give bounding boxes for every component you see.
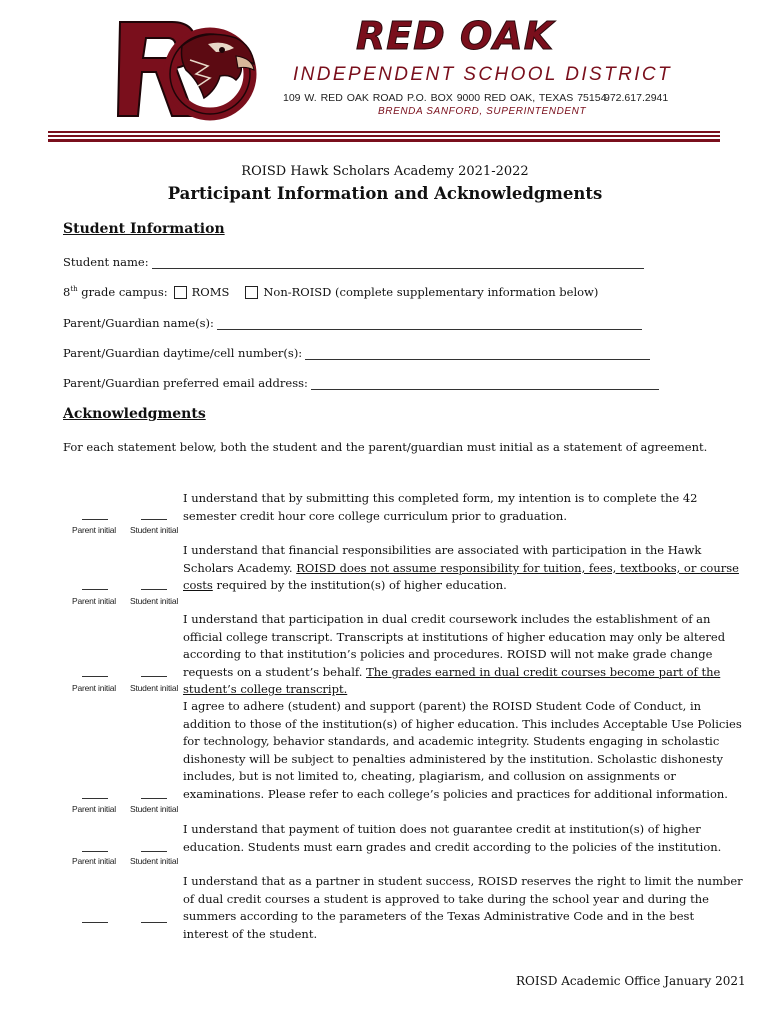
- district-name: RED OAK: [356, 14, 555, 58]
- superintendent: BRENDA SANFORD, SUPERINTENDENT: [378, 106, 587, 117]
- student-name-label: Student name:: [63, 255, 149, 269]
- guardian-name-label: Parent/Guardian name(s):: [63, 316, 214, 330]
- parent-initial-label: Parent initial: [72, 856, 116, 866]
- parent-initial-field-6[interactable]: [82, 921, 108, 923]
- student-initial-field-1[interactable]: [141, 518, 167, 520]
- header-divider: [48, 131, 720, 133]
- student-name-row: [63, 255, 644, 269]
- student-initial-label: Student initial: [130, 683, 179, 693]
- district-address: 109 W. RED OAK ROAD P.O. BOX 9000 RED OAK, TEXAS 75154: [283, 92, 607, 104]
- district-subtitle: INDEPENDENT SCHOOL DISTRICT: [293, 64, 673, 85]
- ack-statement-1: I understand that by submitting this completed form, my intention is to complete the 42 semester credit hour core college curriculum prior to graduation.: [183, 491, 698, 523]
- student-info-heading: Student Information: [63, 221, 225, 237]
- parent-initial-label: Parent initial: [72, 683, 116, 693]
- guardian-name-row: [63, 316, 642, 330]
- parent-initial-field-3[interactable]: [82, 675, 108, 677]
- guardian-phone-label: Parent/Guardian daytime/cell number(s):: [63, 346, 303, 360]
- header-divider: [48, 135, 720, 137]
- student-initial-field-4[interactable]: [141, 797, 167, 799]
- footer-note: ROISD Academic Office January 2021: [516, 974, 746, 988]
- acknowledgments-heading: Acknowledgments: [63, 406, 206, 422]
- parent-initial-label: Parent initial: [72, 525, 116, 535]
- parent-initial-label: Parent initial: [72, 596, 116, 606]
- ack-statement-4: I agree to adhere (student) and support (parent) the ROISD Student Code of Conduct, in addition to those of the institution(s) of higher education. This includes Acceptable Use Policies for technology, behavior standards, and academic integrity. Students engaging in scholastic dishonesty will be subject to penalties administered by the institution. Scholastic dishonesty includes, but is not limited to, cheating, plagiarism, and collusion on assignments or examinations. Please refer to each college’s policies and practices for additional information.: [183, 699, 742, 801]
- student-initial-label: Student initial: [130, 804, 179, 814]
- header-divider: [48, 139, 720, 142]
- student-name-field[interactable]: [152, 257, 644, 269]
- parent-initial-label: Parent initial: [72, 804, 116, 814]
- student-initial-field-6[interactable]: [141, 921, 167, 923]
- ack-statement-5: I understand that payment of tuition does not guarantee credit at institution(s) of higher education. Students must earn grades and credit according to the policies of the institution.: [183, 822, 722, 854]
- non-roisd-label: Non-ROISD (complete supplementary information below): [263, 285, 599, 299]
- acknowledgments-intro: For each statement below, both the student and the parent/guardian must initial as a statement of agreement.: [63, 440, 708, 454]
- ack-statement-6: I understand that as a partner in student success, ROISD reserves the right to limit the number of dual credit courses a student is approved to take during the school year and during the summers according to the parameters of the Texas Administrative Code and in the best interest of the student.: [183, 874, 743, 941]
- ack-statement-2: I understand that financial responsibilities are associated with participation in the Hawk Scholars Academy. ROISD does not assume responsibility for tuition, fees, textbooks, or course costs required by the institution(s) of higher education.: [183, 543, 739, 593]
- hawk-ro-logo-icon: [112, 16, 257, 126]
- guardian-email-label: Parent/Guardian preferred email address:: [63, 376, 308, 390]
- parent-initial-field-5[interactable]: [82, 850, 108, 852]
- student-initial-label: Student initial: [130, 525, 179, 535]
- form-title: Participant Information and Acknowledgments: [167, 184, 603, 203]
- guardian-name-field[interactable]: [217, 318, 642, 330]
- student-initial-field-3[interactable]: [141, 675, 167, 677]
- district-phone: 972.617.2941: [604, 92, 669, 104]
- campus-label: 8th grade campus:: [63, 285, 168, 299]
- student-initial-label: Student initial: [130, 856, 179, 866]
- roms-label: ROMS: [191, 285, 230, 299]
- parent-initial-field-1[interactable]: [82, 518, 108, 520]
- student-initial-field-5[interactable]: [141, 850, 167, 852]
- guardian-email-field[interactable]: [311, 378, 659, 390]
- parent-initial-field-2[interactable]: [82, 588, 108, 590]
- non-roisd-checkbox[interactable]: [245, 286, 258, 299]
- form-subtitle: ROISD Hawk Scholars Academy 2021-2022: [241, 164, 529, 179]
- guardian-email-row: [63, 376, 659, 390]
- campus-row: [63, 285, 598, 299]
- student-initial-label: Student initial: [130, 596, 179, 606]
- student-initial-field-2[interactable]: [141, 588, 167, 590]
- guardian-phone-row: [63, 346, 650, 360]
- parent-initial-field-4[interactable]: [82, 797, 108, 799]
- ack-statement-3: I understand that participation in dual credit coursework includes the establishment of an official college transcript. Transcripts at institutions of higher education may only be altered according to that institution’s policies and procedures. ROISD will not make grade change requests on a student’s behalf. The grades earned in dual credit courses become part of the student’s college transcript.: [183, 612, 726, 697]
- roms-checkbox[interactable]: [174, 286, 187, 299]
- guardian-phone-field[interactable]: [305, 348, 650, 360]
